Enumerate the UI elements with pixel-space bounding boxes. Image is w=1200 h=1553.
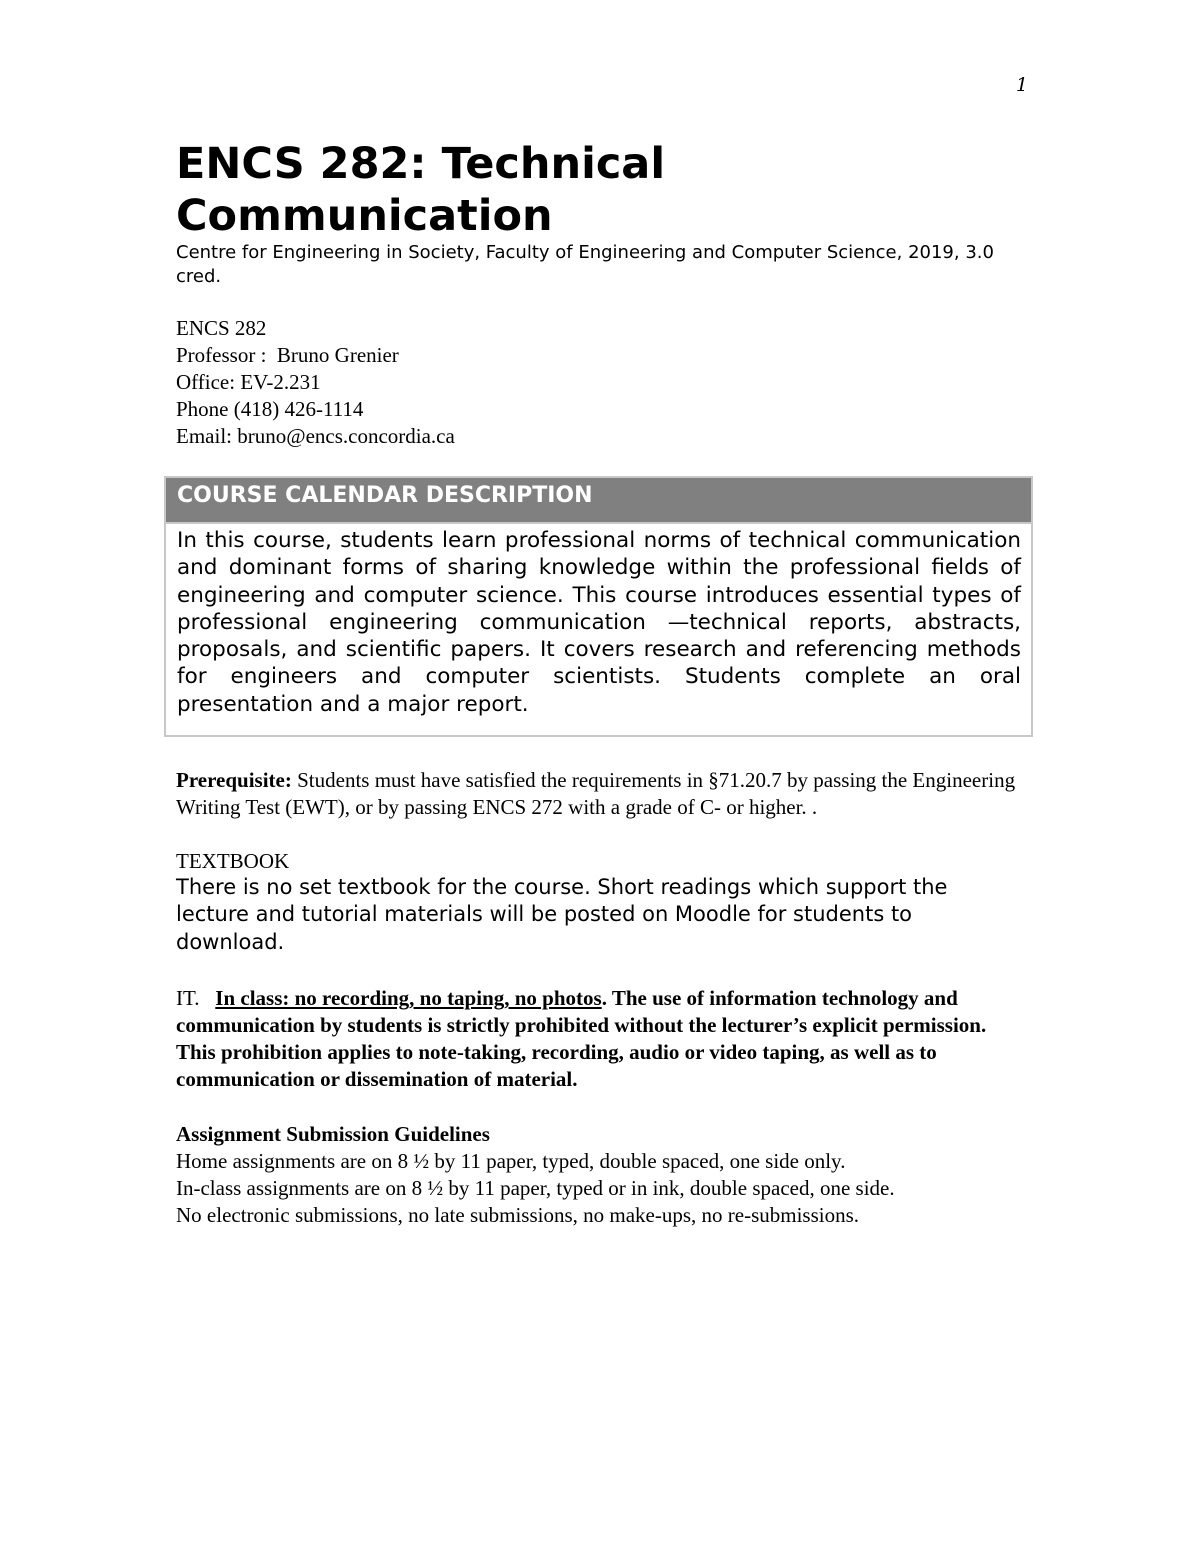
course-code: ENCS 282: [176, 316, 267, 340]
course-calendar-box: [164, 476, 1033, 737]
office-line: Office: EV-2.231: [176, 370, 321, 394]
professor-line: Professor : Bruno Grenier: [176, 343, 399, 367]
textbook-body: There is no set textbook for the course. Short readings which support the lecture and tutorial materials will be posted on Moodle for students to download.: [176, 875, 948, 954]
guidelines-heading: Assignment Submission Guidelines: [176, 1122, 490, 1146]
email-line: Email: bruno@encs.concordia.ca: [176, 424, 455, 448]
course-calendar-heading: COURSE CALENDAR DESCRIPTION: [166, 478, 1031, 524]
guideline-line: No electronic submissions, no late submissions, no make-ups, no re-submissions.: [176, 1203, 860, 1227]
it-policy-lead: IT.: [176, 986, 216, 1010]
guideline-line: Home assignments are on 8 ½ by 11 paper, typed, double spaced, one side only.: [176, 1149, 846, 1173]
phone-line: Phone (418) 426-1114: [176, 397, 364, 421]
course-calendar-description: In this course, students learn professional norms of technical communication and dominant forms of sharing knowledge within the professional fields of engineering and computer science. This course introduces essential types of professional engineering communication —technical reports, abstracts, proposals, and scientific papers. It covers research and referencing methods for engineers and computer scientists. Students complete an oral presentation and a major report.: [177, 528, 1021, 717]
prerequisite-paragraph: [176, 767, 1026, 821]
guideline-line: In-class assignments are on 8 ½ by 11 paper, typed or in ink, double spaced, one side.: [176, 1176, 895, 1200]
prerequisite-text: Students must have satisfied the requirements in §71.20.7 by passing the Engineering Writing Test (EWT), or by passing ENCS 272 with a grade of C- or higher. .: [176, 768, 1016, 819]
textbook-heading: TEXTBOOK: [176, 849, 290, 873]
it-policy-underlined: In class: no recording, no taping, no photos: [215, 986, 602, 1010]
page-number: 1: [1015, 74, 1028, 96]
prerequisite-label: Prerequisite:: [176, 768, 292, 792]
it-policy-text: . The use of information technology and communication by students is strictly prohibited without the lecturer’s explicit permission. This prohibition applies to note-taking, recording, audio or video taping, as well as to communication or dissemination of material.: [176, 986, 987, 1091]
course-info-block: [176, 315, 455, 450]
document-title: ENCS 282: Technical Communication: [176, 139, 666, 241]
submission-guidelines: [176, 1121, 1026, 1229]
document-subtitle: Centre for Engineering in Society, Faculty of Engineering and Computer Science, 2019, 3.0 cred.: [176, 242, 994, 287]
it-policy-paragraph: [176, 985, 1026, 1093]
